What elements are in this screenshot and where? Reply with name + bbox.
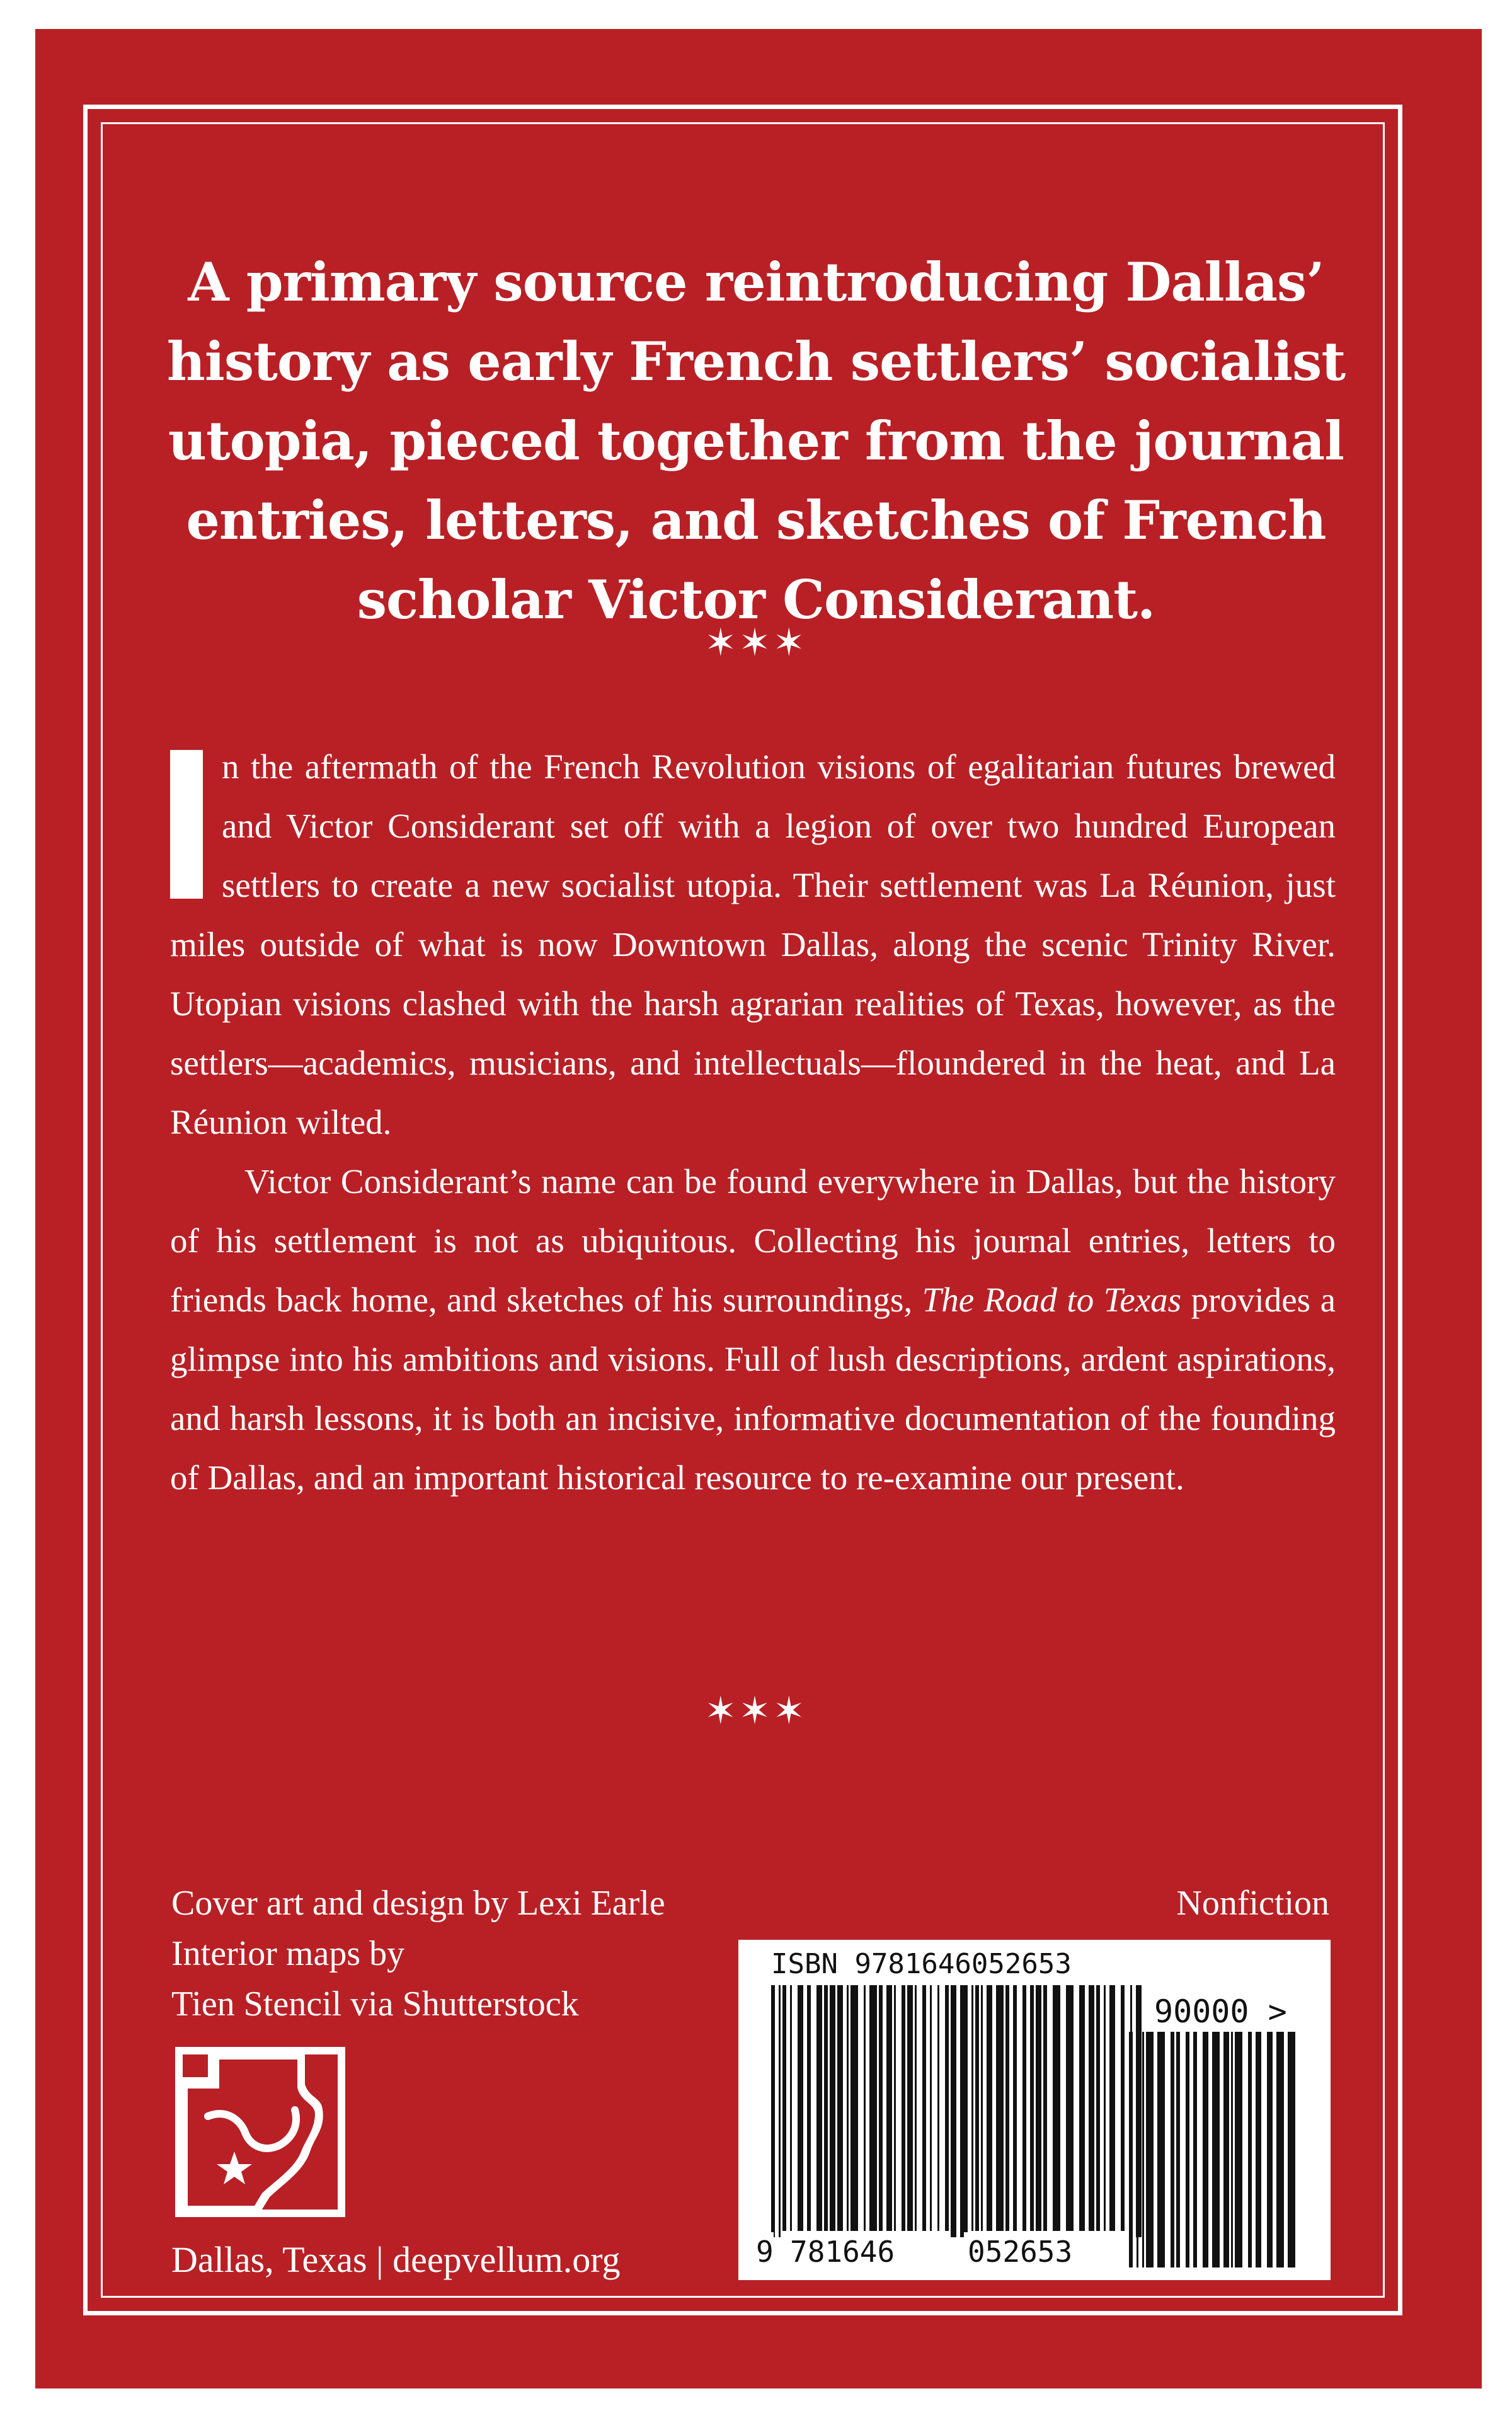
paragraph-two <box>170 1152 1336 1507</box>
barcode-bar <box>879 1985 883 2231</box>
barcode-bar <box>1223 2032 1229 2267</box>
barcode-bar <box>864 1985 866 2231</box>
barcode-bar <box>782 1985 786 2231</box>
book-title: The Road to Texas <box>922 1281 1182 1319</box>
barcode-bar <box>790 1985 792 2231</box>
barcode-bar <box>1235 2032 1242 2267</box>
credits-block <box>171 1878 665 2029</box>
barcode-bar <box>816 1985 822 2231</box>
barcode-bar <box>771 1985 775 2237</box>
barcode-bar <box>1022 1985 1026 2231</box>
barcode-bar <box>824 1985 828 2231</box>
barcode-bar <box>1193 2032 1197 2267</box>
barcode-bar <box>1146 2032 1154 2267</box>
barcode-bar <box>951 1985 956 2237</box>
barcode-bar <box>1043 1985 1047 2231</box>
barcode-bar <box>1013 1985 1017 2231</box>
star-divider-bottom-icon: ✶✶✶ <box>704 1689 808 1733</box>
genre-label: Nonfiction <box>1176 1884 1329 1923</box>
barcode-bar <box>915 1985 917 2231</box>
barcode-bar <box>1186 2032 1189 2267</box>
barcode-bar <box>850 1985 858 2231</box>
barcode-bar <box>1171 2032 1174 2267</box>
barcode-bar <box>907 1985 913 2231</box>
drop-cap-i <box>170 750 203 899</box>
barcode-bar <box>1248 2032 1252 2267</box>
barcode-bar <box>779 1985 781 2237</box>
ean13-barcode-bars <box>771 1985 1143 2237</box>
barcode-bar <box>1203 2032 1208 2267</box>
barcode-bar <box>886 1985 892 2231</box>
barcode-bar <box>937 1985 939 2231</box>
price-addon-bars <box>1129 2032 1298 2267</box>
barcode-bar <box>798 1985 803 2231</box>
paragraph-one-text: n the aftermath of the French Revolution visions of egalitarian futures brewed and Victor Considerant set off with a legion of over two hundred European settlers to create a new socialist utopia. Their settlement was La Réunion, just miles outside of what is now Downtown Dallas, along the scenic Trinity River. Utopian visions clashed with the harsh agrarian realities of Texas, however, as the settlers—academics, musicians, and intellectuals—floundered in the heat, and La Réunion wilted. <box>170 747 1336 1141</box>
barcode-bar <box>922 1985 926 2231</box>
barcode-bar <box>975 1985 979 2231</box>
ean-right-digits: 052653 <box>964 2232 1076 2271</box>
barcode-bar <box>1096 1985 1100 2231</box>
barcode-bar <box>807 1985 811 2231</box>
headline-blurb: A primary source reintroducing Dallas’ history as early French settlers’ socialist utopia, pieced together from the journal entries, letters, and sketches of French scholar Victor Considerant. <box>166 251 1346 631</box>
isbn-label: ISBN 9781646052653 <box>771 1948 1072 1980</box>
maps-credit: Interior maps by <box>171 1934 405 1973</box>
price-code: 90000 > <box>1154 1993 1287 2030</box>
barcode-bar <box>1176 2032 1180 2267</box>
barcode-bar <box>1005 1985 1009 2231</box>
paragraph-one <box>170 737 1336 1152</box>
barcode-bar <box>869 1985 877 2231</box>
barcode-bar <box>837 1985 843 2231</box>
barcode-bar <box>902 1985 905 2231</box>
barcode-bar <box>1066 1985 1074 2231</box>
barcode-bar <box>1104 1985 1106 2231</box>
barcode-bar <box>1121 1985 1125 2231</box>
barcode-bar <box>1288 2032 1295 2267</box>
publisher-footer: Dallas, Texas | deepvellum.org <box>171 2239 621 2280</box>
barcode-bar <box>1079 1985 1085 2231</box>
barcode-bar <box>1053 1985 1060 2231</box>
isbn-barcode <box>738 1940 1331 2280</box>
ean-digits <box>756 2232 1147 2271</box>
star-divider-top-icon: ✶✶✶ <box>704 621 808 665</box>
barcode-bar <box>1157 2032 1165 2267</box>
barcode-bar <box>830 1985 835 2231</box>
barcode-bar <box>1030 1985 1034 2231</box>
barcode-bar <box>847 1985 849 2231</box>
barcode-bar <box>1212 2032 1220 2267</box>
barcode-bar <box>930 1985 932 2231</box>
ean-first-digit: 9 <box>756 2232 774 2271</box>
barcode-bar <box>981 1985 983 2231</box>
paragraph-two-tail: provides a glimpse into his ambitions and visions. Full of lush descriptions, ardent aspirations, and harsh lessons, it is both an incisive, informative documentation of the founding of Dallas, and an important historical resource to re-examine our present. <box>170 1281 1336 1497</box>
texas-map-star-logo-icon <box>175 2047 345 2217</box>
barcode-bar <box>945 1985 949 2231</box>
description-body <box>170 737 1336 1507</box>
barcode-bar <box>1276 2032 1284 2267</box>
cover-credit: Cover art and design by Lexi Earle <box>171 1884 665 1923</box>
barcode-bar <box>1256 2032 1261 2267</box>
barcode-bar <box>1089 1985 1094 2231</box>
barcode-bar <box>894 1985 896 2231</box>
barcode-bar <box>987 1985 992 2231</box>
barcode-bar <box>1231 2032 1233 2267</box>
barcode-bar <box>1036 1985 1041 2231</box>
barcode-bar <box>1267 2032 1273 2267</box>
barcode-bar <box>971 1985 973 2231</box>
barcode-bar <box>1109 1985 1115 2231</box>
barcode-bar <box>996 1985 1004 2231</box>
maps-credit-source: Tien Stencil via Shutterstock <box>171 1985 579 2024</box>
barcode-bar <box>960 1985 968 2237</box>
paragraph-two-lead: Victor Considerant’s name can be found everywhere in Dallas, but the history of his settlement is not as ubiquitous. Collecting his journal entries, letters to friends back home, and sketches of his surroundings, <box>170 1162 1336 1319</box>
ean-left-digits: 781646 <box>786 2232 898 2271</box>
